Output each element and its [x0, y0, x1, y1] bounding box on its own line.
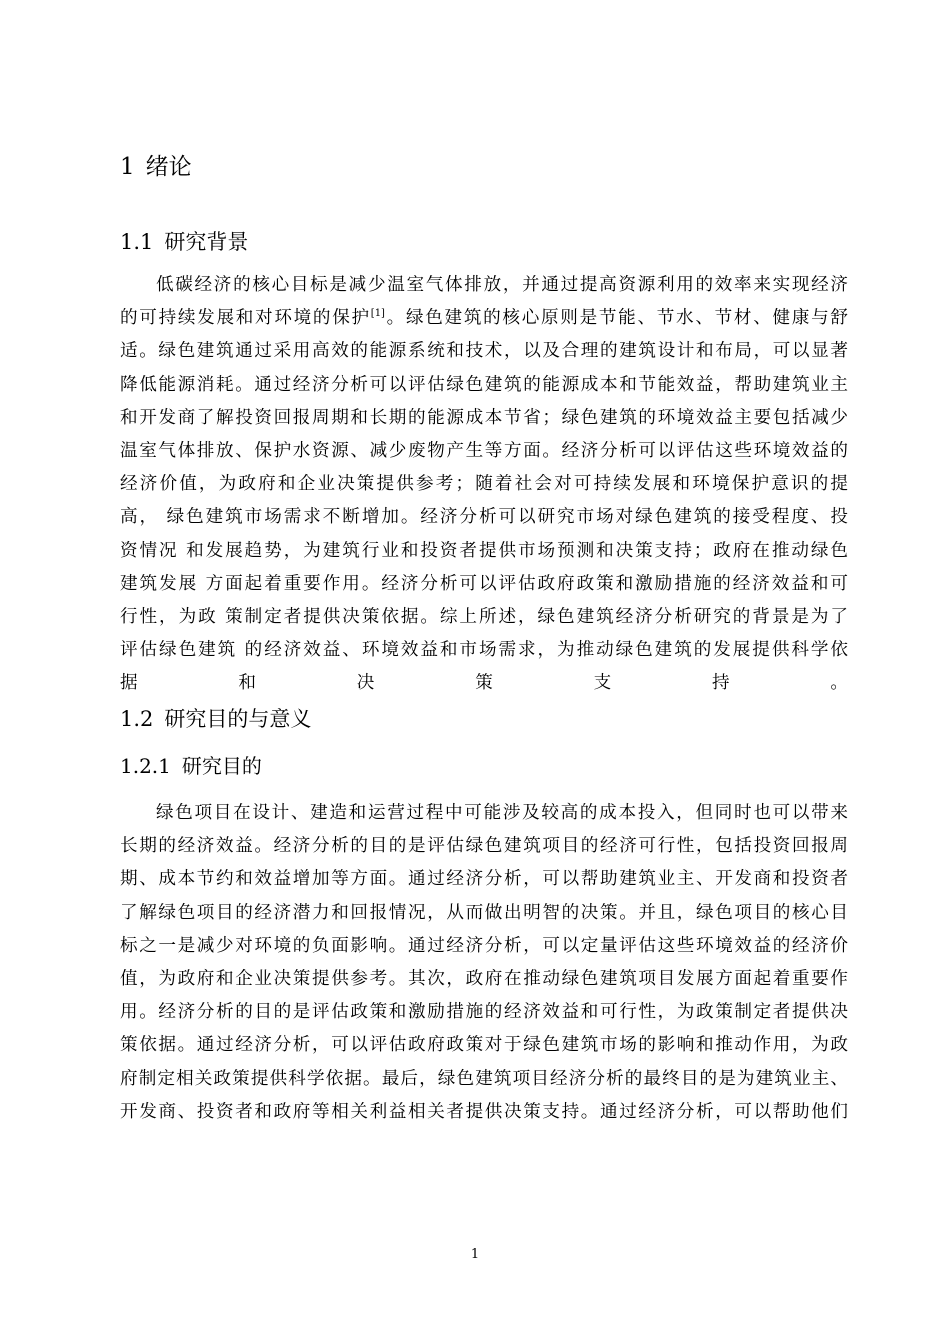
chapter-title: 绪论: [145, 154, 192, 180]
subsection-heading: [120, 751, 262, 781]
paragraph-line: 资情况 和发展趋势，为建筑行业和投资者提供市场预测和决策支持；政府在推动绿色: [120, 540, 848, 561]
paragraph-line: 绿色项目在设计、建造和运营过程中可能涉及较高的成本投入，但同时也可以带来: [156, 803, 848, 823]
paragraph-line: 府制定相关政策提供科学依据。最后，绿色建筑项目经济分析的最终目的是为建筑业主、: [120, 1068, 848, 1089]
section-title: 研究背景: [164, 230, 249, 254]
chapter-number: 1: [120, 154, 135, 180]
paragraph-line: 据和决策支持。: [120, 673, 848, 694]
paragraph-line: 了解绿色项目的经济潜力和回报情况，从而做出明智的决策。并且，绿色项目的核心目: [120, 902, 848, 923]
paragraph-line: 策依据。通过经济分析，可以评估政府政策对于绿色建筑市场的影响和推动作用，为政: [120, 1035, 848, 1056]
subsection-title: 研究目的: [181, 754, 262, 778]
paragraph-line: 高， 绿色建筑市场需求不断增加。经济分析可以研究市场对绿色建筑的接受程度、投: [120, 507, 848, 528]
paragraph-line: 经济价值，为政府和企业决策提供参考；随着社会对可持续发展和环境保护意识的提: [120, 474, 848, 495]
section-heading-purpose: [120, 703, 311, 735]
line-text: 。绿色建筑的核心原则是节能、节水、节材、健康与舒: [384, 308, 848, 329]
paragraph-line: 开发商、投资者和政府等相关利益相关者提供决策支持。通过经济分析，可以帮助他们: [120, 1101, 848, 1122]
paragraph-line: 期、成本节约和效益增加等方面。通过经济分析，可以帮助建筑业主、开发商和投资者: [120, 869, 848, 890]
paragraph-line: 长期的经济效益。经济分析的目的是评估绿色建筑项目的经济可行性，包括投资回报周: [120, 836, 848, 857]
paragraph-line: 用。经济分析的目的是评估政策和激励措施的经济效益和可行性，为政策制定者提供决: [120, 1002, 848, 1023]
paragraph-line: 适。绿色建筑通过采用高效的能源系统和技术，以及合理的建筑设计和布局，可以显著: [120, 341, 848, 362]
paragraph-line: 低碳经济的核心目标是减少温室气体排放，并通过提高资源利用的效率来实现经济: [156, 275, 848, 295]
paragraph-line: 温室气体排放、保护水资源、减少废物产生等方面。经济分析可以评估这些环境效益的: [120, 440, 848, 461]
paragraph-line: 和开发商了解投资回报周期和长期的能源成本节省；绿色建筑的环境效益主要包括减少: [120, 407, 848, 428]
paragraph-line: [120, 302, 848, 335]
paragraph-line: 值，为政府和企业决策提供参考。其次，政府在推动绿色建筑项目发展方面起着重要作: [120, 968, 848, 989]
line-text: 的可持续发展和对环境的保护: [120, 308, 371, 329]
chapter-heading: [120, 150, 192, 184]
paragraph-line: 评估绿色建筑 的经济效益、环境效益和市场需求，为推动绿色建筑的发展提供科学依: [120, 640, 848, 661]
section-number: 1.2: [120, 707, 154, 731]
citation-mark[interactable]: [1]: [370, 308, 385, 320]
subsection-number: 1.2.1: [120, 754, 171, 778]
paragraph-line: 行性，为政 策制定者提供决策依据。综上所述，绿色建筑经济分析研究的背景是为了: [120, 606, 848, 627]
background-paragraph: [120, 269, 848, 734]
paragraph-line: 降低能源消耗。通过经济分析可以评估绿色建筑的能源成本和节能效益，帮助建筑业主: [120, 374, 848, 395]
paragraph-line: 标之一是减少对环境的负面影响。通过经济分析，可以定量评估这些环境效益的经济价: [120, 935, 848, 956]
section-title: 研究目的与意义: [164, 707, 312, 731]
page-number: 1: [470, 1247, 480, 1262]
paragraph-line: 建筑发展 方面起着重要作用。经济分析可以评估政府政策和激励措施的经济效益和可: [120, 573, 848, 594]
section-number: 1.1: [120, 230, 154, 254]
section-heading-background: [120, 226, 248, 258]
purpose-paragraph: [120, 797, 848, 1129]
